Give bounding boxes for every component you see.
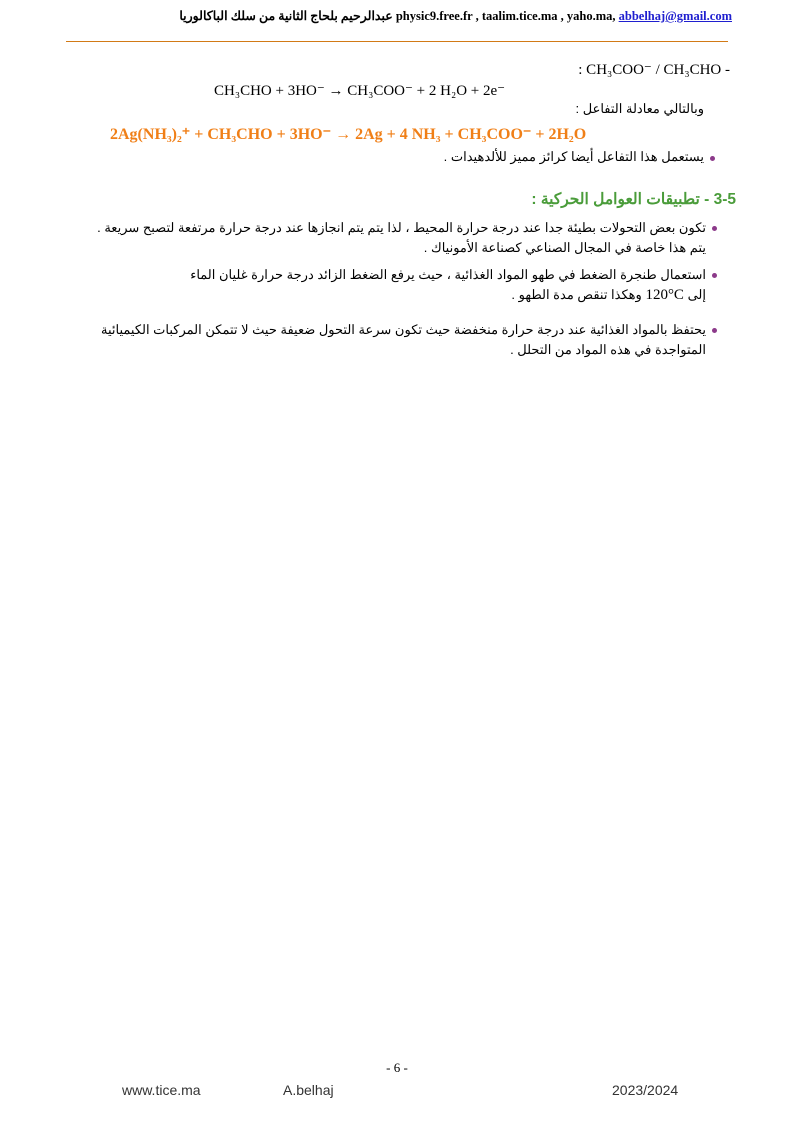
list-item: يحتفظ بالمواد الغذائية عند درجة حرارة منخفضة حيث تكون سرعة التحول ضعيفة حيث لا تتمكن المركبات الكيميائية المتواجدة في هذه المواد من التحلل . (100, 322, 706, 357)
list-item-line (94, 285, 706, 305)
reaction-intro: وبالتالي معادلة التفاعل : (575, 101, 704, 116)
temperature-value: 120°C (645, 287, 684, 303)
list-item-prefix: إلى (687, 287, 706, 302)
bullet-icon (710, 156, 715, 161)
footer-year: 2023/2024 (612, 1082, 679, 1098)
list-item: تكون بعض التحولات بطيئة جدا عند درجة حرارة المحيط ، لذا يتم يتم انجازها عند درجة حرارة مرتفعة لتصبح سريعة . يتم هذا خاصة في المجال الصناعي كصناعة الأمونياك . (97, 220, 706, 255)
list-item-suffix: وهكذا تنقص مدة الطهو . (511, 287, 642, 302)
list-item-line: استعمال طنجرة الضغط في طهو المواد الغذائية ، حيث يرفع الضغط الزائد درجة حرارة غليان الماء (190, 267, 706, 282)
bullet-icon (712, 328, 717, 333)
footer-author: A.belhaj (283, 1082, 334, 1098)
page-header (30, 8, 732, 24)
footer-site: www.tice.ma (122, 1082, 201, 1098)
header-email-link[interactable]: abbelhaj@gmail.com (618, 9, 732, 23)
bullet-icon (712, 226, 717, 231)
header-arabic: عبدالرحيم بلحاج الثانية من سلك الباكالوريا (179, 9, 393, 23)
redox-couple: : CH₃COO⁻ / CH₃CHO - (578, 62, 730, 78)
section-title: 3-5 - تطبيقات العوامل الحركية : (531, 191, 736, 208)
list-item (94, 265, 706, 305)
aldehyde-test-note: يستعمل هذا التفاعل أيضا كرائز مميز للألدهيدات . (443, 149, 704, 164)
reaction-equation: 2Ag(NH₃)₂⁺ + CH₃CHO + 3HO⁻ → 2Ag + 4 NH₃ + CH₃COO⁻ + 2H₂O (110, 126, 587, 143)
bullet-icon (712, 273, 717, 278)
page-number: - 6 - (386, 1060, 408, 1075)
half-equation: CH₃CHO + 3HO⁻ → CH₃COO⁻ + 2 H₂O + 2e⁻ (214, 83, 506, 99)
header-sites: physic9.free.fr , taalim.tice.ma , yaho.ma, (395, 9, 616, 23)
header-divider (66, 41, 728, 42)
